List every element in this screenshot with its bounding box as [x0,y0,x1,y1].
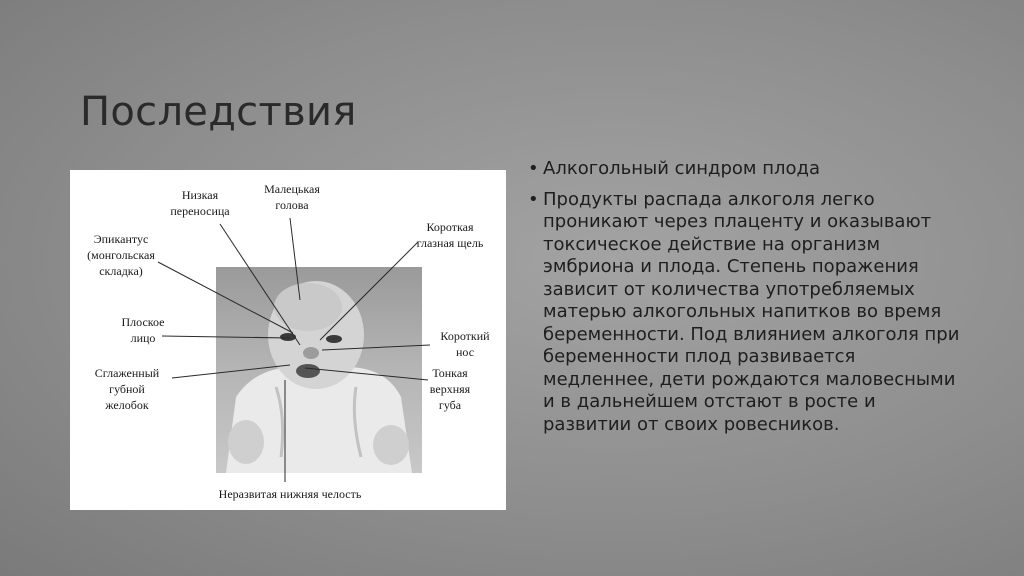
slide-title: Последствия [80,88,357,135]
label-low-nose-bridge [160,187,240,219]
label-line: нос [455,345,475,359]
label-line: Тонкая [432,366,468,380]
label-flat-face [108,314,178,346]
label-short-eye-slit [400,219,500,251]
label-line: Эпикантус [93,232,149,246]
label-line: голова [275,198,309,212]
bullet-list [528,158,968,444]
label-thin-lip [420,365,480,413]
label-line: губа [438,398,462,412]
label-line: верхняя [429,382,471,396]
label-smooth-groove [82,365,172,413]
label-short-nose [430,328,500,360]
bullet-dot-icon: • [528,188,539,210]
label-jaw: Неразвитая нижняя челость [218,487,362,501]
label-line: Сглаженный [94,366,160,380]
bullet-item [528,158,968,181]
label-line: желобок [105,398,149,412]
bullet-text: Алкогольный синдром плода [543,158,820,179]
bullet-dot-icon: • [528,158,539,179]
label-line: Низкая [181,188,219,202]
label-line: складка) [99,264,143,278]
label-line: переносица [170,204,230,218]
label-line: Короткий [440,329,490,343]
label-line: глазная щель [416,236,484,250]
label-epicanthus [76,231,166,279]
label-line: губной [109,382,145,396]
label-line: Малецькая [264,182,320,196]
label-small-head [252,181,332,213]
label-line: (монгольская [87,248,155,262]
bullet-text: Продукты распада алкоголя легко проникают через плаценту и оказывают токсическое действие на организм эмбриона и плода. Степень поражения зависит от количества употребляемых матерью алкогольных напитков во время беременности. Под влиянием алкоголя при беременности плод развивается медленнее, дети рождаются маловесными и в дальнейшем отстают в росте и развитии от своих ровесников. [543,188,960,435]
label-line: лицо [130,331,156,345]
label-line: Короткая [426,220,474,234]
bullet-item [528,189,968,437]
label-line: Плоское [121,315,165,329]
